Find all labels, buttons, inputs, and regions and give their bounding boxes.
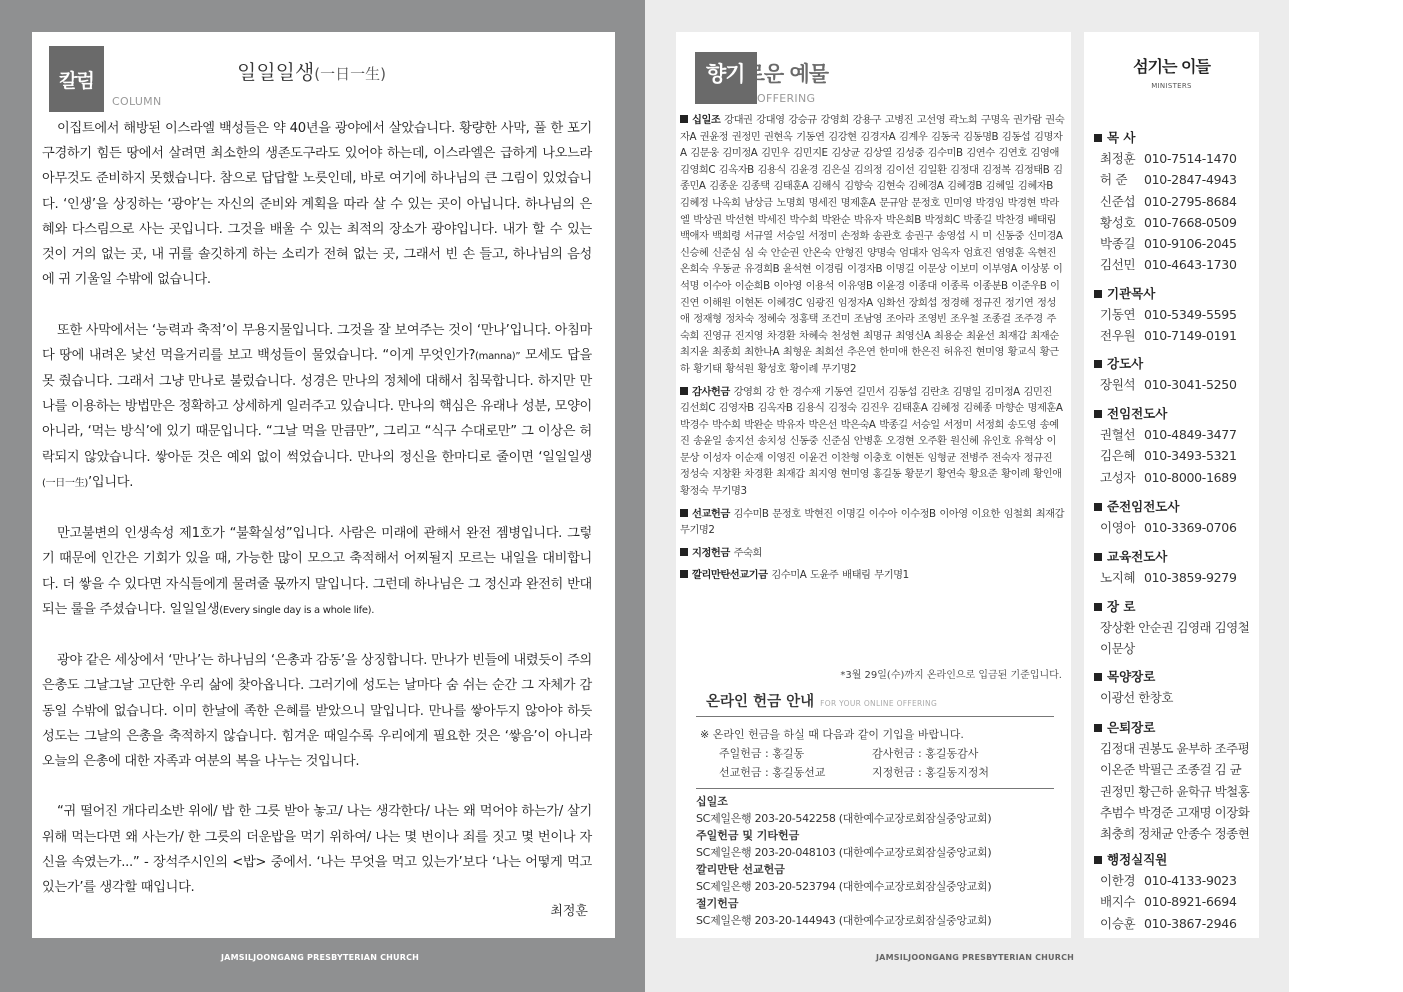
offering-item	[680, 506, 1065, 539]
account-value: SC제일은행 203-20-523794 (대한예수교장로회잠실중앙교회)	[696, 880, 992, 893]
minister-section-title: 기관목사	[1107, 286, 1156, 301]
minister-section	[1094, 850, 1254, 934]
minister-section-head	[1094, 284, 1254, 304]
minister-section-title: 은퇴장로	[1107, 720, 1156, 735]
minister-section-head	[1094, 354, 1254, 374]
minister-section	[1094, 597, 1254, 660]
minister-phone: 010-3493-5321	[1144, 448, 1237, 464]
minister-phone: 010-4643-1730	[1144, 257, 1237, 273]
square-bullet-icon	[680, 509, 688, 517]
minister-name: 장원석	[1100, 377, 1136, 392]
column-panel	[32, 32, 615, 938]
minister-row	[1094, 567, 1254, 588]
elder-names-line: 최충희 정채균 안종수 정종현	[1100, 826, 1250, 842]
minister-name: 허 준	[1100, 172, 1128, 188]
account-name: 십일조	[696, 795, 728, 808]
online-divider-top	[696, 716, 1054, 717]
ministers-panel	[1084, 32, 1259, 938]
minister-row	[1094, 445, 1254, 466]
offering-item	[680, 545, 1065, 562]
column-p2-text-c: ’입니다.	[88, 474, 134, 490]
elder-names-line: 이온준 박필근 조종걸 김 균	[1100, 762, 1242, 778]
offering-title	[706, 58, 828, 88]
minister-name: 최정훈	[1100, 151, 1136, 166]
offering-item-label: 깔리만탄선교기금	[692, 569, 768, 582]
column-p2-text-b: 모세도 답을 못 줬습니다. 그래서 그냥 만나로 불렀습니다. 성경은 만나의 정체에 대해서 침묵합니다. 하지만 만나를 이용하는 방법만은 정확하고 상세하게 일러주고 있습니다. 만나의 핵심은 유래나 성분, 모양이 아니라, ‘먹는 방식’에 있기 때문입니다. “그날 먹을 만큼만”, 그리고 “식구 수대로만” 그 이상은 허락되지 않았습니다. 쌓아둔 것은 예외 없이 썩었습니다. 만나의 정신을 한마디로 줄이면 ‘일일일생	[42, 347, 592, 465]
square-bullet-icon	[1094, 856, 1102, 864]
minister-section	[1094, 497, 1254, 538]
minister-section-title: 장 로	[1107, 599, 1136, 614]
square-bullet-icon	[1094, 410, 1102, 418]
minister-phone: 010-5349-5595	[1144, 307, 1237, 322]
offering-item-names: 김수미A 도윤주 배태림 무기명1	[771, 569, 909, 582]
column-p3-english: (Every single day is a whole life).	[219, 604, 375, 616]
minister-section-head	[1094, 547, 1254, 567]
account-value: SC제일은행 203-20-048103 (대한예수교장로회잠실중앙교회)	[696, 846, 992, 859]
square-bullet-icon	[680, 387, 688, 395]
minister-name: 황성호	[1100, 214, 1136, 230]
minister-phone: 010-4849-3477	[1144, 427, 1237, 442]
minister-name: 김선민	[1100, 257, 1136, 273]
square-bullet-icon	[680, 548, 688, 556]
offering-item-label: 지정헌금	[692, 546, 730, 559]
minister-name: 박종길	[1100, 236, 1136, 252]
minister-section	[1094, 547, 1254, 588]
elder-names-line: 이문상	[1100, 641, 1135, 657]
square-bullet-icon	[1094, 290, 1102, 298]
minister-name: 이승훈	[1100, 915, 1136, 931]
account-value: SC제일은행 203-20-144943 (대한예수교장로회잠실중앙교회)	[696, 914, 992, 927]
minister-section	[1094, 354, 1254, 395]
column-p2-text-a: 또한 사막에서는 ‘능력과 축적’이 무용지물입니다. 그것을 잘 보여주는 것이 ‘만나’입니다. 아침마다 땅에 내려온 낯선 먹을거리를 보고 백성들이 물었습니다. “이게 무엇인가?	[42, 322, 592, 363]
online-title-sub: FOR YOUR ONLINE OFFERING	[820, 699, 938, 708]
minister-phone: 010-3041-5250	[1144, 377, 1237, 392]
minister-phone: 010-3369-0706	[1144, 520, 1237, 535]
minister-row	[1094, 325, 1254, 346]
column-author: 최정훈	[550, 904, 588, 919]
column-title-text: 일일일생	[237, 60, 315, 84]
minister-section-head	[1094, 850, 1254, 870]
minister-phone: 010-2847-4943	[1144, 172, 1237, 188]
column-p2-manna: (manna)”	[475, 350, 521, 362]
minister-phone: 010-7514-1470	[1144, 151, 1237, 166]
column-p2-hanja: (一日一生)	[42, 477, 89, 489]
column-title-hanja: (一日一生)	[314, 65, 386, 83]
offering-sub: OFFERING	[757, 92, 816, 105]
offering-panel	[676, 32, 1071, 938]
example-designated: 지정헌금 : 홍길동지정처	[872, 766, 989, 779]
elder-names-line: 권정민 황근하 윤학규 박철홍	[1100, 783, 1250, 799]
elder-names-line: 추범수 박경준 고재명 이장화	[1100, 804, 1250, 820]
offering-title-b: 로운 예물	[744, 62, 829, 86]
elder-names-line: 이광선 한창호	[1100, 690, 1173, 705]
example-sunday: 주일헌금 : 홍길동	[719, 747, 805, 760]
minister-row	[1094, 212, 1254, 233]
minister-name: 신준섭	[1100, 193, 1136, 209]
offering-item-names: 김수미B 문정호 박현진 이명길 이수아 이수정B 이아영 이요한 임철희 최재갑 무기명2	[680, 507, 1065, 537]
minister-section	[1094, 718, 1254, 844]
account-name: 주일헌금 및 기타헌금	[696, 829, 800, 842]
minister-phone: 010-4133-9023	[1144, 873, 1237, 888]
minister-section-title: 목양장로	[1107, 669, 1156, 684]
minister-section-title: 전임전도사	[1107, 406, 1168, 421]
column-paragraph-5: “귀 떨어진 개다리소반 위에/ 밥 한 그릇 받아 놓고/ 나는 생각한다/ 나는 왜 먹어야 하는가/ 살기 위해 먹는다면 왜 사는가/ 한 그릇의 더운밥을 먹기 위하여/ 나는 몇 번이나 죄를 짓고 몇 번이나 자신을 속였는가...” - 장석주시인의 <밥> 중에서. ‘나는 무엇을 먹고 있는가’보다 ‘나는 어떻게 먹고 있는가’를 생각할 때입니다.	[42, 804, 592, 896]
account-name: 절기헌금	[696, 897, 739, 910]
column-paragraph-1: 이집트에서 해방된 이스라엘 백성들은 약 40년을 광야에서 살았습니다. 황량한 사막, 풀 한 포기 구경하기 힘든 땅에서 살려면 최소한의 생존도구라도 있어야 하는데, 이스라엘은 급하게 나오느라 아무것도 준비하지 못했습니다. 참으로 답답할 노릇인데, 바로 여기에 하나님의 큰 그림이 있었습니다. ‘인생’을 상징하는 ‘광야’는 자신의 준비와 계획을 따라 살 수 있는 곳이 아닙니다. 하나님의 은혜와 다스림으로 사는 곳입니다. 그것을 배울 수 있는 최적의 장소가 광야입니다. 내가 할 수 있는 것이 거의 없는 곳, 내 귀를 솔깃하게 하는 소리가 전혀 없는 곳, 그래서 빈 손 들고, 하나님의 음성에 귀 기울일 수밖에 없습니다.	[42, 121, 592, 288]
minister-section	[1094, 284, 1254, 347]
online-offering-title	[706, 690, 937, 711]
square-bullet-icon	[680, 570, 688, 578]
column-paragraph-4: 광야 같은 세상에서 ‘만나’는 하나님의 ‘은총과 감동’을 상징합니다. 만나가 빈들에 내렸듯이 주의 은총도 그날그날 고단한 우리 삶에 찾아옵니다. 그러기에 성도는 날마다 숨 쉬는 순간 그 자체가 감동일 수밖에 없습니다. 이미 한날에 족한 은혜를 받았으니 말입니다. 만나를 쌓아두지 않아야 하듯 성도는 그날의 은총을 축적하지 않습니다. 힘겨운 때일수록 우리에게 필요한 것은 ‘쌓음’이 아니라 오늘의 은총에 대한 자족과 여분의 복을 나누는 것입니다.	[42, 653, 592, 770]
minister-row	[1094, 191, 1254, 212]
square-bullet-icon	[1094, 724, 1102, 732]
minister-name: 고성자	[1100, 469, 1136, 485]
minister-section-title: 강도사	[1107, 356, 1144, 371]
minister-phone: 010-9106-2045	[1144, 236, 1237, 252]
minister-row	[1094, 424, 1254, 445]
minister-phone: 010-8921-6694	[1144, 894, 1237, 910]
minister-row	[1094, 913, 1254, 934]
minister-section	[1094, 128, 1254, 276]
square-bullet-icon	[1094, 553, 1102, 561]
column-body	[42, 116, 592, 900]
minister-name: 이한경	[1100, 873, 1136, 888]
minister-phone: 010-3867-2946	[1144, 915, 1237, 931]
minister-name: 김은혜	[1100, 448, 1136, 464]
offering-item-label: 선교헌금	[692, 507, 730, 520]
minister-name: 노지혜	[1100, 570, 1136, 585]
minister-row	[1094, 374, 1254, 395]
square-bullet-icon	[1094, 603, 1102, 611]
elder-names-line: 장상환 안순권 김영래 김영철	[1100, 620, 1250, 635]
minister-section-title: 교육전도사	[1107, 549, 1168, 564]
minister-section	[1094, 404, 1254, 488]
minister-name: 전우원	[1100, 328, 1136, 344]
minister-section-head	[1094, 404, 1254, 424]
minister-row	[1094, 254, 1254, 275]
minister-name: 이영아	[1100, 520, 1136, 535]
minister-phone: 010-7668-0509	[1144, 214, 1237, 230]
minister-section-head	[1094, 718, 1254, 738]
minister-row	[1094, 467, 1254, 488]
square-bullet-icon	[1094, 673, 1102, 681]
online-instruction: ※ 온라인 헌금을 하실 때 다음과 같이 기입을 바랍니다.	[700, 728, 964, 741]
minister-phone: 010-2795-8684	[1144, 193, 1237, 209]
minister-row	[1094, 517, 1254, 538]
column-p3-text: 만고불변의 인생속성 제1호가 “불확실성”입니다. 사람은 미래에 관해서 완전 젬병입니다. 그렇기 때문에 인간은 기회가 있을 때, 가능한 많이 모으고 축적해서 어찌될지 모르는 내일을 대비합니다. 더 쌓을 수 있다면 자식들에게 물려줄 몫까지 말입니다. 그런데 하나님은 그 정신과 완전히 반대되는 룰을 주셨습니다. 일일일생	[42, 526, 592, 617]
offering-list	[680, 112, 1065, 590]
minister-name: 권혈선	[1100, 427, 1136, 442]
minister-phone: 010-7149-0191	[1144, 328, 1237, 344]
offering-item-label: 감사헌금	[692, 385, 730, 398]
minister-phone: 010-3859-9279	[1144, 570, 1237, 585]
account-name: 깔리만탄 선교헌금	[696, 863, 785, 876]
minister-name: 기동연	[1100, 307, 1136, 322]
example-thanks: 감사헌금 : 홍길동감사	[872, 747, 979, 760]
column-tag: 칼럼	[49, 46, 104, 112]
offering-item	[680, 112, 1065, 378]
column-paragraph-3	[42, 521, 592, 623]
ministers-title: 섬기는 이들	[1133, 57, 1210, 76]
online-title-text: 온라인 헌금 안내	[706, 694, 815, 710]
square-bullet-icon	[1094, 134, 1102, 142]
offering-item-label: 십일조	[692, 114, 721, 126]
minister-row	[1094, 870, 1254, 891]
footer-right: JAMSILJOONGANG PRESBYTERIAN CHURCH	[876, 953, 1075, 962]
offering-item	[680, 567, 1065, 584]
square-bullet-icon	[680, 115, 688, 123]
account-value: SC제일은행 203-20-542258 (대한예수교장로회잠실중앙교회)	[696, 812, 992, 825]
minister-row	[1094, 304, 1254, 325]
square-bullet-icon	[1094, 360, 1102, 368]
minister-name: 배지수	[1100, 894, 1136, 910]
elder-names-line: 김정대 권봉도 윤부하 조주평	[1100, 741, 1250, 756]
offering-title-a: 향기	[706, 62, 745, 86]
example-mission: 선교헌금 : 홍길동선교	[719, 766, 826, 779]
minister-section-head	[1094, 128, 1254, 148]
column-paragraph-2	[42, 318, 592, 496]
offering-item	[680, 384, 1065, 500]
minister-section-head	[1094, 667, 1254, 687]
offering-item-names: 주숙희	[733, 546, 762, 559]
minister-row	[1094, 169, 1254, 190]
minister-row	[1094, 148, 1254, 169]
minister-phone: 010-8000-1689	[1144, 469, 1237, 485]
square-bullet-icon	[1094, 503, 1102, 511]
footer-left: JAMSILJOONGANG PRESBYTERIAN CHURCH	[221, 953, 420, 962]
minister-row	[1094, 891, 1254, 912]
ministers-sub: MINISTERS	[1151, 82, 1192, 90]
offering-note: *3월 29일(수)까지 온라인으로 입금된 기준입니다.	[840, 670, 1062, 681]
offering-item-names: 강대권 강대영 강승규 강영희 강용구 고병진 고선영 곽노희 구명옥 권가람 권숙자A 권윤정 권정민 권현옥 기동연 김강현 김경자A 김계우 김동국 김동명B 김동섭 김명자A 김문웅 김미정A 김민우 김민지E 김상균 김상열 김성중 김수미B 김연수 김연호 김영애 김영희C 김옥자B 김용식 김윤경 김은실 김의정 김이선 김일환 김정대 김정복 김정태B 김종민A 김종운 김종택 김태훈A 김해식 김향숙 김현숙 김혜경A 김혜경B 김혜일 김혜자B 김혜정 나옥희 남상금 노명희 명세진 명제훈A 문규암 문정호 민미영 박경임 박경현 박라엘 박상권 박선현 박세진 박수희 박완순 박유자 박은희B 박정희C 박종길 박찬경 배태림 백애자 백희령 서규열 서승일 서정미 손정화 송관호 송권구 송영섭 시 미 신동중 신미경A 신승혜 신준심 심 숙 안순권 안온숙 안형진 양명숙 엄대자 엄옥자 엄효진 염영훈 옥현진 온희숙 우동균 유경희B 윤석현 이경림 이경자B 이명길 이문상 이보미 이부영A 이상봉 이석명 이수아 이순희B 이아영 이용석 이유영B 이윤경 이종대 이종록 이종분B 이준우B 이진연 이해원 이현돈 이혜경C 임광진 임정자A 임화선 장희섭 정경해 정규진 정기연 정성애 정재형 정차숙 정혜숙 정홍택 조건미 조남영 조아라 조영빈 조우철 조종걸 조주경 주숙희 진영규 진지영 차경환 차혜숙 천성현 최명규 최영신A 최용순 최윤선 최재갑 최재순 최지윤 최종희 최한나A 최형운 최희선 추은연 한미애 한은진 허유진 현미영 황교식 황근하 황기태 황석원 황성호 황이례 무기명2	[680, 114, 1065, 375]
minister-row	[1094, 233, 1254, 254]
online-divider-bottom	[696, 788, 1054, 789]
minister-section-head	[1094, 497, 1254, 517]
minister-section-title: 준전임전도사	[1107, 499, 1180, 514]
minister-section-title: 목 사	[1107, 130, 1136, 145]
minister-section-title: 행정실직원	[1107, 852, 1168, 867]
minister-section	[1094, 667, 1254, 708]
column-title	[237, 56, 386, 85]
minister-section-head	[1094, 597, 1254, 617]
offering-item-names: 강영희 강 한 경수재 기동연 길민서 김동섭 김란초 김명일 김미정A 김민진 김선희C 김영자B 김옥자B 김용식 김정숙 김진우 김태훈A 김혜정 김혜종 마향순 명제훈A 박경수 박수희 박완순 박유자 박은선 박은숙A 박종길 서승일 서정미 서정희 송도영 송예진 송윤일 송지선 송치성 신동중 신준심 안병훈 오경현 오주환 원신혜 유인호 유혁상 이문상 이성자 이순재 이영진 이윤건 이찬형 이충호 이현돈 임형균 전병주 전숙자 정규진 정성숙 지창환 차경환 최재갑 최지영 현미영 홍길동 황문기 황연숙 황요준 황이례 황인애 황정숙 무기명3	[680, 385, 1063, 498]
column-tag-sub: COLUMN	[112, 95, 162, 108]
